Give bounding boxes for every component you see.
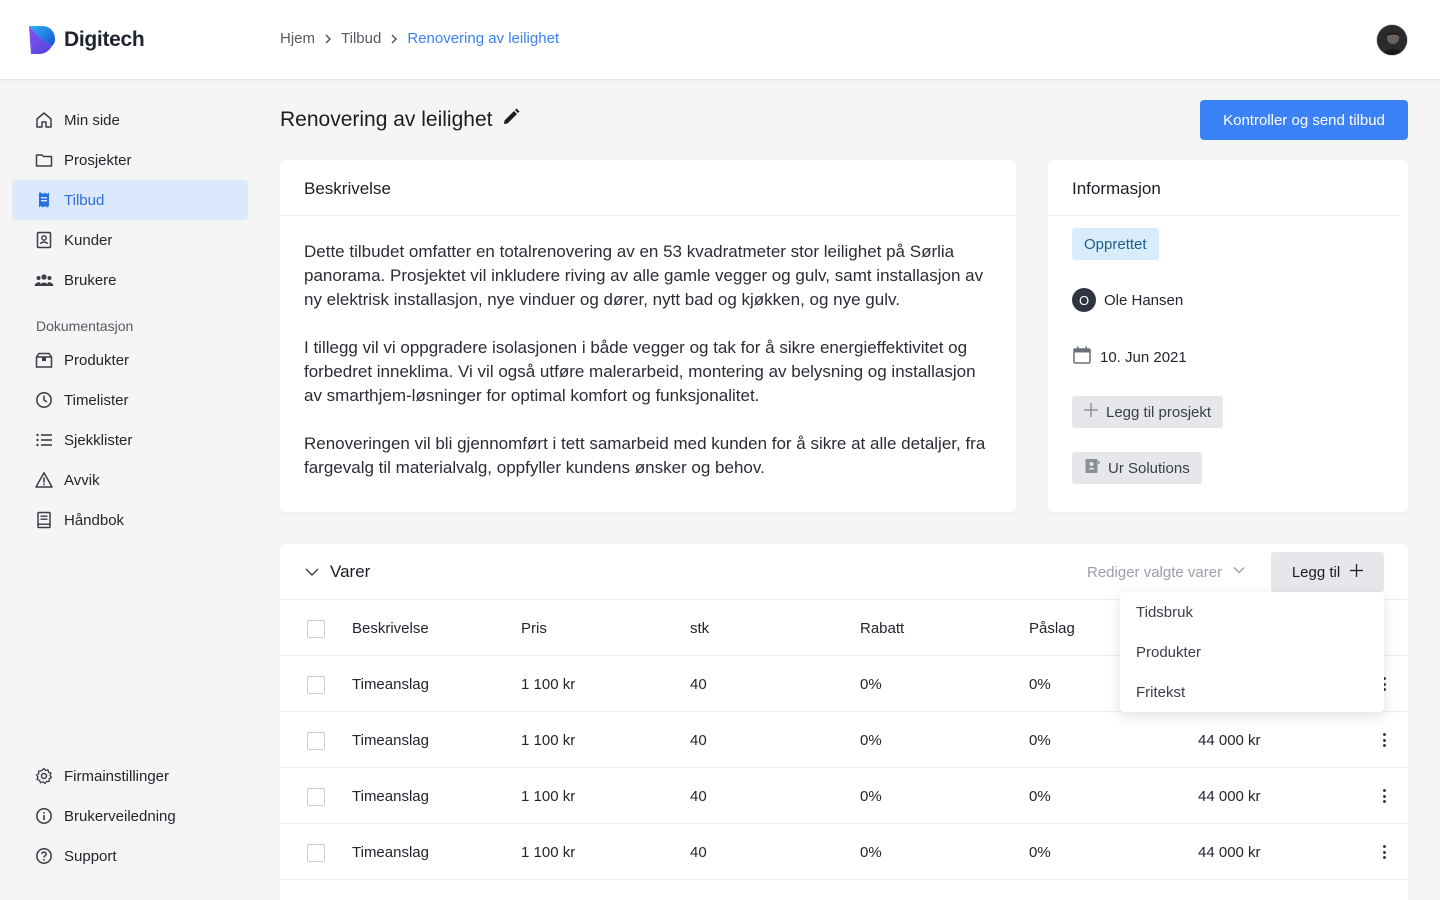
customer-name: Ur Solutions bbox=[1108, 459, 1190, 477]
chevron-right-icon bbox=[390, 34, 398, 44]
contact-icon bbox=[1084, 458, 1100, 478]
cell-price: 1 100 kr bbox=[521, 788, 576, 805]
breadcrumb-current[interactable]: Renovering av leilighet bbox=[407, 30, 560, 47]
add-project-button[interactable] bbox=[1072, 396, 1223, 428]
page-title-text: Renovering av leilighet bbox=[280, 108, 493, 131]
clock-icon bbox=[34, 390, 54, 410]
sidebar-item-support[interactable] bbox=[12, 836, 248, 876]
menu-item-tidsbruk[interactable]: Tidsbruk bbox=[1136, 604, 1193, 621]
cell-price: 1 100 kr bbox=[521, 676, 576, 693]
breadcrumb-home[interactable]: Hjem bbox=[280, 30, 316, 47]
gear-icon bbox=[34, 766, 54, 786]
cell-markup: 0% bbox=[1029, 844, 1051, 861]
send-offer-button[interactable]: Kontroller og send tilbud bbox=[1200, 100, 1408, 140]
status-badge: Opprettet bbox=[1072, 228, 1159, 260]
receipt-icon bbox=[34, 190, 54, 210]
cell-price: 1 100 kr bbox=[521, 732, 576, 749]
sidebar-item-brukere[interactable] bbox=[12, 260, 248, 300]
breadcrumb bbox=[280, 30, 559, 47]
help-icon bbox=[34, 846, 54, 866]
table-row[interactable] bbox=[280, 712, 1408, 768]
cell-price: 1 100 kr bbox=[521, 844, 576, 861]
row-checkbox[interactable] bbox=[307, 732, 325, 750]
sidebar-item-label: Brukerveiledning bbox=[64, 807, 176, 825]
owner-name: Ole Hansen bbox=[1104, 291, 1184, 309]
folder-icon bbox=[34, 150, 54, 170]
section-dokumentasjon: Dokumentasjon bbox=[36, 318, 134, 334]
cell-quantity: 40 bbox=[690, 732, 707, 749]
row-checkbox[interactable] bbox=[307, 844, 325, 862]
sidebar-item-label: Avvik bbox=[64, 471, 100, 489]
items-title: Varer bbox=[330, 562, 371, 581]
sidebar-item-label: Support bbox=[64, 847, 117, 865]
info-title: Informasjon bbox=[1072, 179, 1161, 198]
cell-quantity: 40 bbox=[690, 788, 707, 805]
sidebar-item-label: Firmainstillinger bbox=[64, 767, 170, 785]
column-header[interactable]: stk bbox=[690, 620, 710, 637]
add-item-menu bbox=[1120, 592, 1384, 712]
cell-quantity: 40 bbox=[690, 676, 707, 693]
cell-discount: 0% bbox=[860, 676, 882, 693]
sidebar-item-label: Brukere bbox=[64, 271, 117, 289]
sidebar-item-timelister[interactable] bbox=[12, 380, 248, 420]
more-options-icon[interactable] bbox=[1378, 787, 1390, 805]
page-title bbox=[280, 108, 520, 132]
box-icon bbox=[34, 350, 54, 370]
contact-icon bbox=[34, 230, 54, 250]
description-paragraph: Renoveringen vil bli gjennomført i tett samarbeid med kunden for å sikre at alle detaljer, fra fargevalg til materialvalg, oppfyller kundens ønsker og behov. bbox=[304, 434, 986, 477]
cell-description: Timeanslag bbox=[352, 732, 429, 749]
sidebar-item-label: Håndbok bbox=[64, 511, 125, 529]
cell-total: 44 000 kr bbox=[1198, 788, 1261, 805]
logo-icon bbox=[26, 24, 58, 56]
edit-selected-label: Rediger valgte varer bbox=[1087, 563, 1223, 581]
app-logo[interactable] bbox=[26, 24, 144, 56]
column-header[interactable]: Pris bbox=[521, 620, 547, 637]
add-item-label: Legg til bbox=[1291, 563, 1341, 581]
description-text[interactable] bbox=[280, 216, 1016, 528]
cell-description: Timeanslag bbox=[352, 844, 429, 861]
menu-item-fritekst[interactable]: Fritekst bbox=[1136, 684, 1186, 701]
book-icon bbox=[34, 510, 54, 530]
menu-item-produkter[interactable]: Produkter bbox=[1136, 644, 1202, 661]
calendar-icon bbox=[1072, 345, 1092, 369]
sidebar-item-min-side[interactable] bbox=[12, 100, 248, 140]
sidebar-item-label: Min side bbox=[64, 111, 120, 129]
users-icon bbox=[34, 270, 54, 290]
column-header[interactable]: Beskrivelse bbox=[352, 620, 429, 637]
sidebar-item-firmainstillinger[interactable] bbox=[12, 756, 248, 796]
customer-button[interactable] bbox=[1072, 452, 1202, 484]
sidebar-item-label: Timelister bbox=[64, 391, 129, 409]
sidebar-item-kunder[interactable] bbox=[12, 220, 248, 260]
description-title: Beskrivelse bbox=[304, 179, 391, 198]
app-name: Digitech bbox=[64, 28, 145, 51]
pencil-icon[interactable] bbox=[502, 108, 520, 132]
table-row[interactable] bbox=[280, 768, 1408, 824]
row-checkbox[interactable] bbox=[307, 788, 325, 806]
description-card bbox=[280, 160, 1016, 512]
cell-quantity: 40 bbox=[690, 844, 707, 861]
chevron-right-icon bbox=[324, 34, 332, 44]
cell-markup: 0% bbox=[1029, 788, 1051, 805]
list-icon bbox=[34, 430, 54, 450]
sidebar-item-label: Tilbud bbox=[64, 191, 105, 209]
sidebar-item-tilbud[interactable] bbox=[12, 180, 248, 220]
user-initial-avatar: O bbox=[1072, 288, 1096, 312]
cell-discount: 0% bbox=[860, 788, 882, 805]
sidebar-item-prosjekter[interactable] bbox=[12, 140, 248, 180]
row-checkbox[interactable] bbox=[307, 676, 325, 694]
chevron-down-icon[interactable] bbox=[304, 564, 320, 585]
sidebar-item-brukerveiledning[interactable] bbox=[12, 796, 248, 836]
sidebar-item-avvik[interactable] bbox=[12, 460, 248, 500]
top-header bbox=[0, 0, 1440, 80]
sidebar-item-handbok[interactable] bbox=[12, 500, 248, 540]
column-header[interactable]: Rabatt bbox=[860, 620, 905, 637]
cell-description: Timeanslag bbox=[352, 788, 429, 805]
edit-selected-dropdown[interactable] bbox=[1087, 563, 1246, 581]
cell-markup: 0% bbox=[1029, 732, 1051, 749]
cell-total: 44 000 kr bbox=[1198, 844, 1261, 861]
info-icon bbox=[34, 806, 54, 826]
breadcrumb-tilbud[interactable]: Tilbud bbox=[341, 30, 382, 47]
sidebar-item-produkter[interactable] bbox=[12, 340, 248, 380]
select-all-checkbox[interactable] bbox=[307, 620, 325, 638]
more-options-icon[interactable] bbox=[1378, 843, 1390, 861]
cell-discount: 0% bbox=[860, 844, 882, 861]
cell-total: 44 000 kr bbox=[1198, 732, 1261, 749]
sidebar-item-label: Sjekklister bbox=[64, 431, 133, 449]
add-project-label: Legg til prosjekt bbox=[1106, 403, 1212, 421]
sidebar-item-label: Prosjekter bbox=[64, 151, 132, 169]
date-row bbox=[1072, 345, 1187, 369]
created-date: 10. Jun 2021 bbox=[1100, 348, 1187, 366]
cell-description: Timeanslag bbox=[352, 676, 429, 693]
column-header[interactable]: Påslag bbox=[1029, 620, 1075, 637]
plus-icon bbox=[1350, 564, 1363, 581]
user-avatar[interactable] bbox=[1376, 24, 1408, 56]
info-card bbox=[1048, 160, 1408, 512]
more-options-icon[interactable] bbox=[1378, 731, 1390, 749]
description-paragraph: I tillegg vil vi oppgradere isolasjonen i både vegger og tak for å sikre energieffektivitet og forbedret inneklima. Vi vil også utføre malerarbeid, montering av belysning og installasjon av smarthjem-løsninger for optimal komfort og funksjonalitet. bbox=[304, 338, 976, 405]
warning-icon bbox=[34, 470, 54, 490]
description-paragraph: Dette tilbudet omfatter en totalrenovering av en 53 kvadratmeter stor leilighet på Sørlia panorama. Prosjektet vil inkludere riving av alle gamle vegger og gulv, samt installasjon av ny elektrisk installasjon, nye vinduer og dører, nytt bad og kjøkken, og nye gulv. bbox=[304, 242, 984, 309]
plus-icon bbox=[1084, 403, 1098, 421]
cell-discount: 0% bbox=[860, 732, 882, 749]
chevron-down-icon bbox=[1232, 563, 1246, 581]
sidebar bbox=[0, 81, 260, 900]
sidebar-item-label: Produkter bbox=[64, 351, 130, 369]
sidebar-item-label: Kunder bbox=[64, 231, 113, 249]
table-row[interactable] bbox=[280, 824, 1408, 880]
cell-markup: 0% bbox=[1029, 676, 1051, 693]
home-icon bbox=[34, 110, 54, 130]
add-item-button[interactable] bbox=[1271, 552, 1384, 592]
sidebar-item-sjekklister[interactable] bbox=[12, 420, 248, 460]
owner-row bbox=[1072, 288, 1183, 312]
